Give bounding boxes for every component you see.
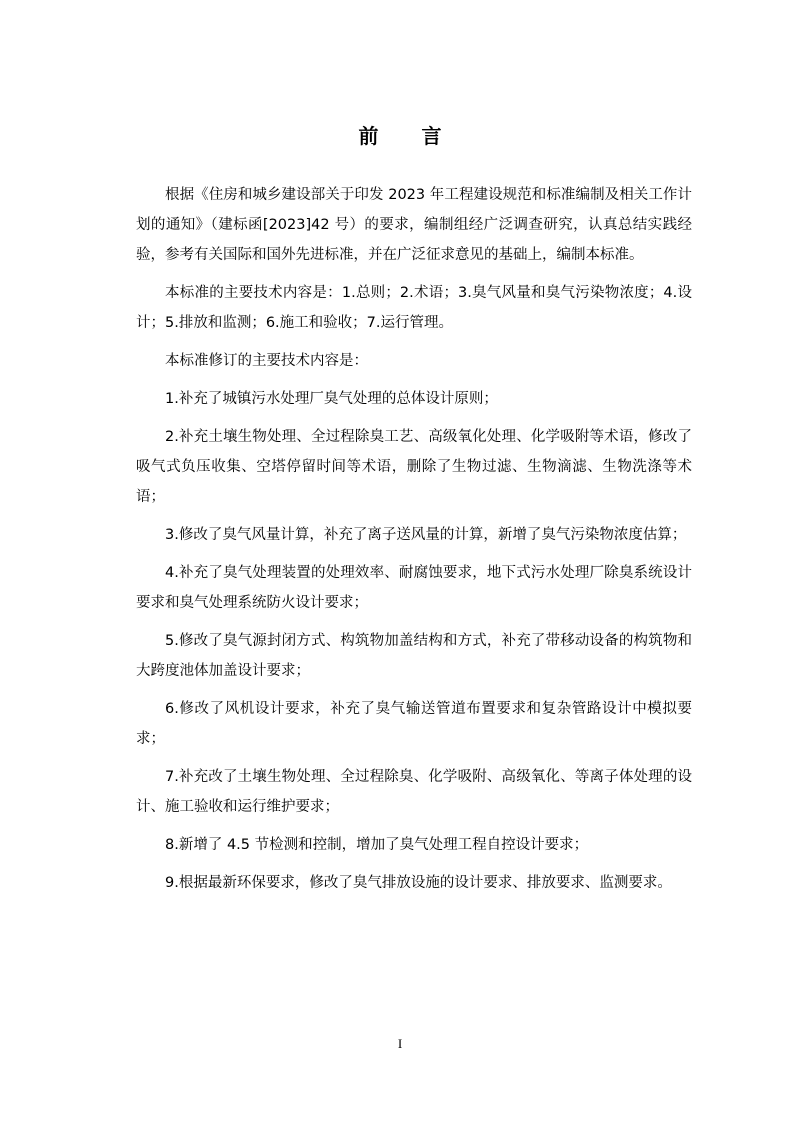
paragraph-revision-9: 9.根据最新环保要求，修改了臭气排放设施的设计要求、排放要求、监测要求。 [165, 875, 672, 891]
paragraph-main-content: 本标准的主要技术内容是：1.总则；2.术语；3.臭气风量和臭气污染物浓度；4.设计；5.排放和监测；6.施工和验收；7.运行管理。 [136, 285, 692, 331]
paragraph-revision-6: 6.修改了风机设计要求，补充了臭气输送管道布置要求和复杂管路设计中模拟要求； [136, 701, 692, 747]
paragraph-revision-2: 2.补充土壤生物处理、全过程除臭工艺、高级氧化处理、化学吸附等术语，修改了吸气式负压收集、空塔停留时间等术语，删除了生物过滤、生物滴滤、生物洗涤等术语； [136, 429, 692, 505]
paragraph-revision-7: 7.补充改了土壤生物处理、全过程除臭、化学吸附、高级氧化、等离子体处理的设计、施工验收和运行维护要求； [136, 769, 692, 815]
page-title: 前 言 [358, 124, 460, 148]
paragraph-revision-3: 3.修改了臭气风量计算，补充了离子送风量的计算，新增了臭气污染物浓度估算； [165, 527, 687, 543]
paragraph-revision-4: 4.补充了臭气处理装置的处理效率、耐腐蚀要求，地下式污水处理厂除臭系统设计要求和臭气处理系统防火设计要求； [136, 565, 692, 611]
page-number: I [397, 1036, 403, 1051]
paragraph-intro: 根据《住房和城乡建设部关于印发 2023 年工程建设规范和标准编制及相关工作计划的通知》（建标函[2023]42 号）的要求，编制组经广泛调查研究，认真总结实践经验，参考有关国际和国外先进标准，并在广泛征求意见的基础上，编制本标准。 [136, 187, 692, 263]
paragraph-revision-5: 5.修改了臭气源封闭方式、构筑物加盖结构和方式，补充了带移动设备的构筑物和大跨度池体加盖设计要求； [136, 633, 692, 679]
paragraph-revision-header: 本标准修订的主要技术内容是： [165, 353, 368, 369]
paragraph-revision-8: 8.新增了 4.5 节检测和控制，增加了臭气处理工程自控设计要求； [165, 837, 589, 853]
paragraph-revision-1: 1.补充了城镇污水处理厂臭气处理的总体设计原则； [165, 391, 498, 407]
preface-body [136, 180, 692, 906]
